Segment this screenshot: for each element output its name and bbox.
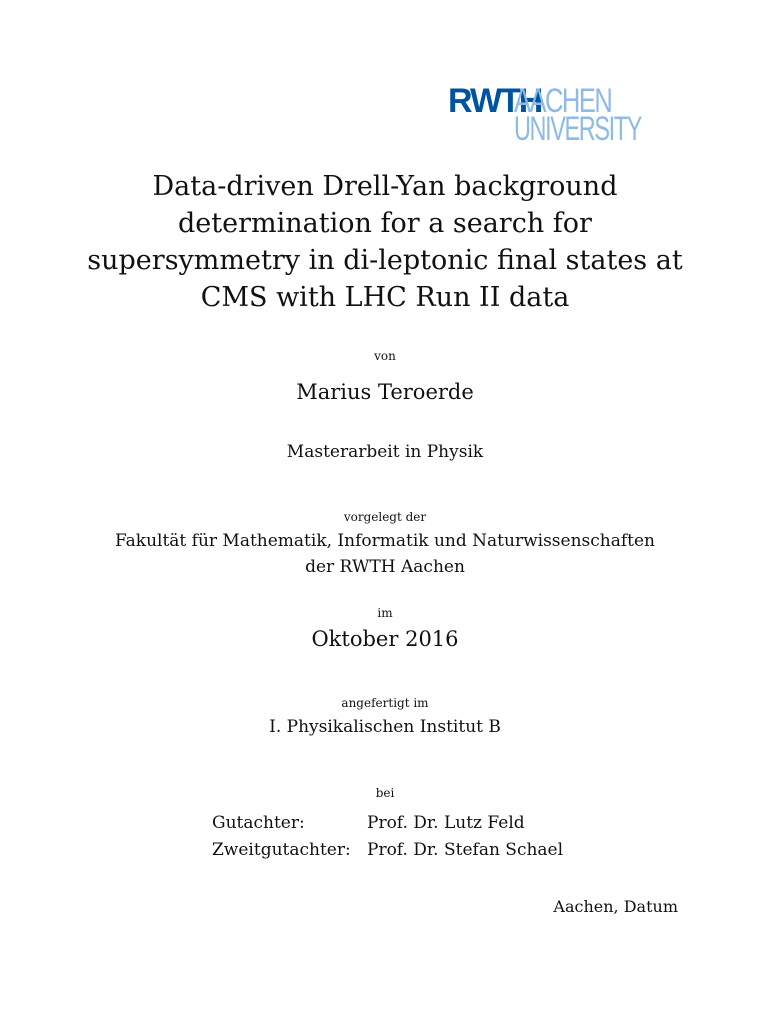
bei-label: bei bbox=[375, 786, 395, 800]
title-line: supersymmetry in di-leptonic final states at bbox=[87, 245, 683, 276]
faculty-line: Fakultät für Mathematik, Informatik und Naturwissenschaften bbox=[114, 531, 655, 551]
referee-role: Gutachter: bbox=[212, 813, 305, 833]
im-label: im bbox=[377, 606, 393, 620]
faculty bbox=[0, 528, 770, 580]
faculty-line: der RWTH Aachen bbox=[305, 557, 465, 577]
referees-table bbox=[212, 810, 563, 864]
place-date: Aachen, Datum bbox=[553, 897, 678, 916]
vorgelegt-label: vorgelegt der bbox=[343, 510, 427, 524]
referee-role: Zweitgutachter: bbox=[212, 840, 351, 860]
logo-rwth-text: RWTH bbox=[448, 82, 542, 120]
referee-name: Prof. Dr. Stefan Schael bbox=[367, 840, 564, 860]
logo-aachen-text: AACHEN bbox=[514, 82, 612, 120]
thesis-type: Masterarbeit in Physik bbox=[286, 442, 484, 462]
angefertigt-label: angefertigt im bbox=[341, 696, 429, 710]
author-name: Marius Teroerde bbox=[296, 380, 474, 404]
title-line: determination for a search for bbox=[178, 208, 592, 239]
institute-name: I. Physikalischen Institut B bbox=[269, 717, 501, 737]
von-label: von bbox=[374, 349, 396, 363]
rwth-logo bbox=[448, 82, 680, 148]
referee-row bbox=[212, 837, 563, 864]
thesis-title bbox=[0, 168, 770, 316]
logo-university-text: UNIVERSITY bbox=[514, 110, 641, 148]
referee-name: Prof. Dr. Lutz Feld bbox=[367, 813, 525, 833]
referee-row bbox=[212, 810, 563, 837]
title-line: Data-driven Drell-Yan background bbox=[152, 171, 618, 202]
title-line: CMS with LHC Run II data bbox=[200, 282, 570, 313]
submission-date: Oktober 2016 bbox=[311, 627, 459, 651]
